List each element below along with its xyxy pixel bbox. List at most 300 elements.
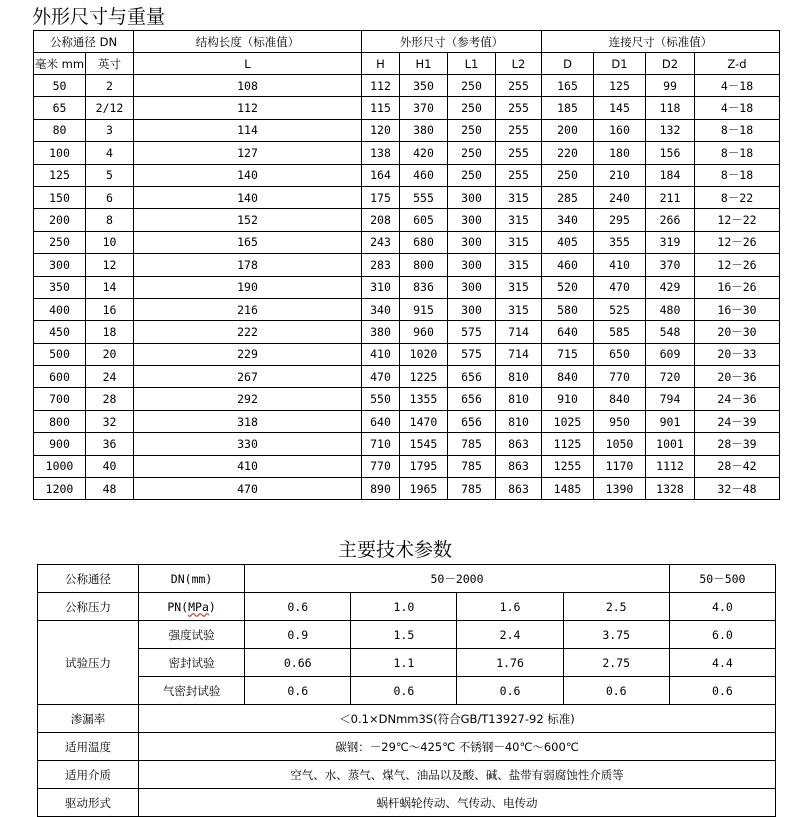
params-row-pn — [38, 593, 776, 621]
strength-value: 0.9 — [245, 621, 351, 649]
table-cell: 863 — [496, 478, 542, 500]
table-cell: 28 — [86, 388, 134, 410]
table-cell: 714 — [496, 321, 542, 343]
table-cell: 250 — [542, 164, 594, 186]
table-cell: 99 — [646, 75, 695, 97]
params-row-medium — [38, 761, 776, 789]
params-row-dn — [38, 565, 776, 593]
table-cell: 1355 — [400, 388, 448, 410]
table-row — [34, 410, 780, 432]
table-cell: 184 — [646, 164, 695, 186]
column-header: D2 — [646, 53, 695, 75]
table-cell: 16－26 — [695, 276, 780, 298]
table-cell: 700 — [34, 388, 86, 410]
table-cell: 255 — [496, 142, 542, 164]
table-cell: 112 — [362, 75, 400, 97]
table-cell: 810 — [496, 410, 542, 432]
table-cell: 16 — [86, 298, 134, 320]
table-cell: 609 — [646, 343, 695, 365]
table-cell: 24－39 — [695, 410, 780, 432]
table-cell: 24 — [86, 366, 134, 388]
table-cell: 1795 — [400, 455, 448, 477]
params-row-seal — [38, 649, 776, 677]
table-cell: 794 — [646, 388, 695, 410]
table-cell: 200 — [34, 209, 86, 231]
table-cell: 429 — [646, 276, 695, 298]
dimensions-header-row-2 — [34, 53, 780, 75]
table-row — [34, 254, 780, 276]
table-cell: 420 — [400, 142, 448, 164]
table-cell: 605 — [400, 209, 448, 231]
table-cell: 250 — [448, 164, 496, 186]
table-cell: 6 — [86, 186, 134, 208]
table-cell: 185 — [542, 97, 594, 119]
params-row-air-seal — [38, 677, 776, 705]
table-cell: 8 — [86, 209, 134, 231]
table-cell: 410 — [134, 455, 362, 477]
air-seal-value: 0.6 — [457, 677, 563, 705]
table-row — [34, 433, 780, 455]
pn-value: 1.0 — [351, 593, 457, 621]
params-row-leak — [38, 705, 776, 733]
params-row-strength — [38, 621, 776, 649]
test-pressure-label: 试验压力 — [38, 621, 139, 705]
table-cell: 50 — [34, 75, 86, 97]
table-cell: 330 — [134, 433, 362, 455]
table-cell: 500 — [34, 343, 86, 365]
table-cell: 240 — [594, 186, 646, 208]
table-cell: 220 — [542, 142, 594, 164]
table-cell: 14 — [86, 276, 134, 298]
table-cell: 800 — [400, 254, 448, 276]
table-cell: 164 — [362, 164, 400, 186]
table-cell: 315 — [496, 254, 542, 276]
table-cell: 127 — [134, 142, 362, 164]
table-cell: 1200 — [34, 478, 86, 500]
table-cell: 340 — [542, 209, 594, 231]
table-cell: 125 — [594, 75, 646, 97]
dn-range-2: 50－500 — [669, 565, 775, 593]
seal-value: 2.75 — [563, 649, 669, 677]
table-cell: 410 — [594, 254, 646, 276]
table-cell: 370 — [646, 254, 695, 276]
table-cell: 8－22 — [695, 186, 780, 208]
table-row — [34, 97, 780, 119]
seal-label: 密封试验 — [139, 649, 245, 677]
pn-value: 2.5 — [563, 593, 669, 621]
table-cell: 145 — [594, 97, 646, 119]
table-cell: 785 — [448, 455, 496, 477]
table-cell: 315 — [496, 186, 542, 208]
strength-label: 强度试验 — [139, 621, 245, 649]
table-cell: 208 — [362, 209, 400, 231]
table-row — [34, 321, 780, 343]
table-cell: 520 — [542, 276, 594, 298]
table-cell: 770 — [594, 366, 646, 388]
table-cell: 285 — [542, 186, 594, 208]
dimensions-title: 外形尺寸与重量 — [32, 6, 166, 28]
table-cell: 4－18 — [695, 97, 780, 119]
table-cell: 1125 — [542, 433, 594, 455]
table-cell: 840 — [542, 366, 594, 388]
table-cell: 575 — [448, 343, 496, 365]
seal-value: 1.76 — [457, 649, 563, 677]
table-cell: 156 — [646, 142, 695, 164]
medium-value: 空气、水、蒸气、煤气、油品以及酸、碱、盐带有弱腐蚀性介质等 — [139, 761, 776, 789]
column-header: L — [134, 53, 362, 75]
pn-value: 0.6 — [245, 593, 351, 621]
table-cell: 410 — [362, 343, 400, 365]
table-cell: 5 — [86, 164, 134, 186]
table-cell: 16－30 — [695, 298, 780, 320]
table-cell: 1328 — [646, 478, 695, 500]
table-cell: 255 — [496, 75, 542, 97]
table-cell: 300 — [34, 254, 86, 276]
column-header: D — [542, 53, 594, 75]
table-cell: 8－18 — [695, 164, 780, 186]
table-cell: 380 — [362, 321, 400, 343]
table-cell: 40 — [86, 455, 134, 477]
table-cell: 680 — [400, 231, 448, 253]
table-cell: 48 — [86, 478, 134, 500]
table-cell: 400 — [34, 298, 86, 320]
table-cell: 28－39 — [695, 433, 780, 455]
seal-value: 1.1 — [351, 649, 457, 677]
table-cell: 12－26 — [695, 231, 780, 253]
table-cell: 580 — [542, 298, 594, 320]
table-cell: 355 — [594, 231, 646, 253]
air-seal-value: 0.6 — [351, 677, 457, 705]
table-cell: 950 — [594, 410, 646, 432]
column-header: Z-d — [695, 53, 780, 75]
table-cell: 250 — [448, 119, 496, 141]
table-cell: 150 — [34, 186, 86, 208]
table-cell: 132 — [646, 119, 695, 141]
table-cell: 20－36 — [695, 366, 780, 388]
table-cell: 4 — [86, 142, 134, 164]
table-cell: 656 — [448, 388, 496, 410]
table-cell: 770 — [362, 455, 400, 477]
table-cell: 24－36 — [695, 388, 780, 410]
table-cell: 1485 — [542, 478, 594, 500]
column-header: 毫米 mm — [34, 53, 86, 75]
table-cell: 255 — [496, 97, 542, 119]
table-cell: 250 — [448, 97, 496, 119]
dimensions-header-row-1 — [34, 31, 780, 53]
column-header: D1 — [594, 53, 646, 75]
table-cell: 715 — [542, 343, 594, 365]
table-cell: 340 — [362, 298, 400, 320]
table-cell: 460 — [542, 254, 594, 276]
column-header: H — [362, 53, 400, 75]
table-cell: 890 — [362, 478, 400, 500]
table-cell: 250 — [34, 231, 86, 253]
temp-label: 适用温度 — [38, 733, 139, 761]
table-cell: 370 — [400, 97, 448, 119]
table-cell: 640 — [362, 410, 400, 432]
table-cell: 160 — [594, 119, 646, 141]
table-cell: 900 — [34, 433, 86, 455]
table-cell: 2/12 — [86, 97, 134, 119]
pn-unit — [139, 593, 245, 621]
table-row — [34, 209, 780, 231]
table-cell: 36 — [86, 433, 134, 455]
table-cell: 210 — [594, 164, 646, 186]
table-cell: 250 — [448, 75, 496, 97]
table-cell: 1050 — [594, 433, 646, 455]
medium-label: 适用介质 — [38, 761, 139, 789]
table-cell: 600 — [34, 366, 86, 388]
table-cell: 243 — [362, 231, 400, 253]
table-cell: 255 — [496, 164, 542, 186]
drive-value: 蜗杆蜗轮传动、气传动、电传动 — [139, 789, 776, 817]
table-cell: 548 — [646, 321, 695, 343]
table-cell: 525 — [594, 298, 646, 320]
table-cell: 450 — [34, 321, 86, 343]
table-cell: 810 — [496, 366, 542, 388]
table-cell: 300 — [448, 231, 496, 253]
params-row-temp — [38, 733, 776, 761]
table-cell: 1470 — [400, 410, 448, 432]
table-cell: 405 — [542, 231, 594, 253]
pn-unit-suffix: ) — [208, 599, 216, 614]
table-row — [34, 366, 780, 388]
table-cell: 1025 — [542, 410, 594, 432]
table-cell: 3 — [86, 119, 134, 141]
params-table — [37, 564, 776, 817]
table-cell: 640 — [542, 321, 594, 343]
pn-unit-mpa: MPa — [188, 599, 209, 614]
table-cell: 114 — [134, 119, 362, 141]
table-cell: 108 — [134, 75, 362, 97]
table-cell: 165 — [542, 75, 594, 97]
table-cell: 32 — [86, 410, 134, 432]
table-cell: 318 — [134, 410, 362, 432]
table-cell: 1170 — [594, 455, 646, 477]
table-cell: 863 — [496, 433, 542, 455]
table-cell: 714 — [496, 343, 542, 365]
table-cell: 1000 — [34, 455, 86, 477]
table-cell: 350 — [34, 276, 86, 298]
table-row — [34, 231, 780, 253]
table-cell: 840 — [594, 388, 646, 410]
temp-value: 碳钢：－29℃～425℃ 不锈钢－40℃～600℃ — [139, 733, 776, 761]
column-header: 英寸 — [86, 53, 134, 75]
table-cell: 4－18 — [695, 75, 780, 97]
table-cell: 315 — [496, 276, 542, 298]
table-cell: 785 — [448, 478, 496, 500]
table-cell: 250 — [448, 142, 496, 164]
table-cell: 165 — [134, 231, 362, 253]
table-cell: 656 — [448, 410, 496, 432]
air-seal-value: 0.6 — [669, 677, 775, 705]
table-cell: 915 — [400, 298, 448, 320]
table-cell: 200 — [542, 119, 594, 141]
air-seal-label: 气密封试验 — [139, 677, 245, 705]
table-cell: 300 — [448, 254, 496, 276]
table-cell: 120 — [362, 119, 400, 141]
table-cell: 180 — [594, 142, 646, 164]
params-row-drive — [38, 789, 776, 817]
dimensions-table-body — [34, 75, 780, 500]
table-cell: 267 — [134, 366, 362, 388]
table-cell: 710 — [362, 433, 400, 455]
air-seal-value: 0.6 — [563, 677, 669, 705]
table-cell: 910 — [542, 388, 594, 410]
table-cell: 555 — [400, 186, 448, 208]
table-cell: 216 — [134, 298, 362, 320]
table-cell: 300 — [448, 298, 496, 320]
dn-range-1: 50－2000 — [245, 565, 670, 593]
header-dn: 公称通径 DN — [34, 31, 134, 53]
params-title: 主要技术参数 — [337, 539, 452, 561]
table-cell: 211 — [646, 186, 695, 208]
table-cell: 785 — [448, 433, 496, 455]
table-cell: 1112 — [646, 455, 695, 477]
table-cell: 2 — [86, 75, 134, 97]
seal-value: 4.4 — [669, 649, 775, 677]
table-cell: 283 — [362, 254, 400, 276]
table-cell: 10 — [86, 231, 134, 253]
table-cell: 470 — [134, 478, 362, 500]
dn-unit: DN(mm) — [139, 565, 245, 593]
table-cell: 20－30 — [695, 321, 780, 343]
table-cell: 140 — [134, 186, 362, 208]
table-cell: 175 — [362, 186, 400, 208]
column-header: L2 — [496, 53, 542, 75]
table-cell: 656 — [448, 366, 496, 388]
table-cell: 1255 — [542, 455, 594, 477]
table-cell: 350 — [400, 75, 448, 97]
table-cell: 178 — [134, 254, 362, 276]
table-cell: 125 — [34, 164, 86, 186]
table-cell: 800 — [34, 410, 86, 432]
drive-label: 驱动形式 — [38, 789, 139, 817]
pn-label: 公称压力 — [38, 593, 139, 621]
air-seal-value: 0.6 — [245, 677, 351, 705]
table-row — [34, 164, 780, 186]
column-header: L1 — [448, 53, 496, 75]
table-row — [34, 298, 780, 320]
dn-label: 公称通径 — [38, 565, 139, 593]
table-cell: 20 — [86, 343, 134, 365]
table-cell: 810 — [496, 388, 542, 410]
table-cell: 138 — [362, 142, 400, 164]
strength-value: 1.5 — [351, 621, 457, 649]
table-cell: 65 — [34, 97, 86, 119]
table-cell: 20－33 — [695, 343, 780, 365]
table-cell: 8－18 — [695, 142, 780, 164]
table-cell: 115 — [362, 97, 400, 119]
table-cell: 295 — [594, 209, 646, 231]
table-cell: 255 — [496, 119, 542, 141]
table-cell: 863 — [496, 455, 542, 477]
pn-unit-prefix: PN( — [167, 599, 189, 614]
table-cell: 18 — [86, 321, 134, 343]
table-cell: 80 — [34, 119, 86, 141]
table-row — [34, 478, 780, 500]
table-cell: 140 — [134, 164, 362, 186]
table-cell: 310 — [362, 276, 400, 298]
table-cell: 118 — [646, 97, 695, 119]
table-row — [34, 186, 780, 208]
table-row — [34, 119, 780, 141]
table-cell: 1225 — [400, 366, 448, 388]
table-cell: 470 — [362, 366, 400, 388]
table-cell: 28－42 — [695, 455, 780, 477]
table-row — [34, 75, 780, 97]
header-connection-size: 连接尺寸（标准值） — [542, 31, 780, 53]
table-cell: 380 — [400, 119, 448, 141]
table-cell: 650 — [594, 343, 646, 365]
table-cell: 720 — [646, 366, 695, 388]
seal-value: 0.66 — [245, 649, 351, 677]
table-cell: 266 — [646, 209, 695, 231]
table-cell: 100 — [34, 142, 86, 164]
table-cell: 470 — [594, 276, 646, 298]
table-cell: 1545 — [400, 433, 448, 455]
table-cell: 575 — [448, 321, 496, 343]
table-cell: 315 — [496, 209, 542, 231]
table-cell: 480 — [646, 298, 695, 320]
table-cell: 315 — [496, 231, 542, 253]
table-cell: 12－22 — [695, 209, 780, 231]
table-row — [34, 343, 780, 365]
table-cell: 1001 — [646, 433, 695, 455]
table-cell: 836 — [400, 276, 448, 298]
strength-value: 6.0 — [669, 621, 775, 649]
table-cell: 1020 — [400, 343, 448, 365]
table-cell: 460 — [400, 164, 448, 186]
table-cell: 960 — [400, 321, 448, 343]
leak-value: ＜0.1×DNmm3S(符合GB/T13927-92 标准) — [139, 705, 776, 733]
strength-value: 2.4 — [457, 621, 563, 649]
table-cell: 901 — [646, 410, 695, 432]
pn-value: 4.0 — [669, 593, 775, 621]
table-cell: 300 — [448, 186, 496, 208]
column-header: H1 — [400, 53, 448, 75]
header-structural-length: 结构长度（标准值） — [134, 31, 362, 53]
pn-value: 1.6 — [457, 593, 563, 621]
table-cell: 229 — [134, 343, 362, 365]
table-row — [34, 455, 780, 477]
table-cell: 1965 — [400, 478, 448, 500]
strength-value: 3.75 — [563, 621, 669, 649]
table-cell: 585 — [594, 321, 646, 343]
table-row — [34, 388, 780, 410]
header-outline-size: 外形尺寸（参考值） — [362, 31, 542, 53]
table-cell: 12 — [86, 254, 134, 276]
table-cell: 32－48 — [695, 478, 780, 500]
table-cell: 315 — [496, 298, 542, 320]
table-cell: 190 — [134, 276, 362, 298]
table-row — [34, 142, 780, 164]
table-row — [34, 276, 780, 298]
leak-label: 渗漏率 — [38, 705, 139, 733]
table-cell: 222 — [134, 321, 362, 343]
table-cell: 550 — [362, 388, 400, 410]
table-cell: 1390 — [594, 478, 646, 500]
table-cell: 300 — [448, 276, 496, 298]
table-cell: 300 — [448, 209, 496, 231]
table-cell: 12－26 — [695, 254, 780, 276]
table-cell: 8－18 — [695, 119, 780, 141]
dimensions-table — [33, 30, 780, 500]
table-cell: 319 — [646, 231, 695, 253]
table-cell: 112 — [134, 97, 362, 119]
table-cell: 292 — [134, 388, 362, 410]
table-cell: 152 — [134, 209, 362, 231]
